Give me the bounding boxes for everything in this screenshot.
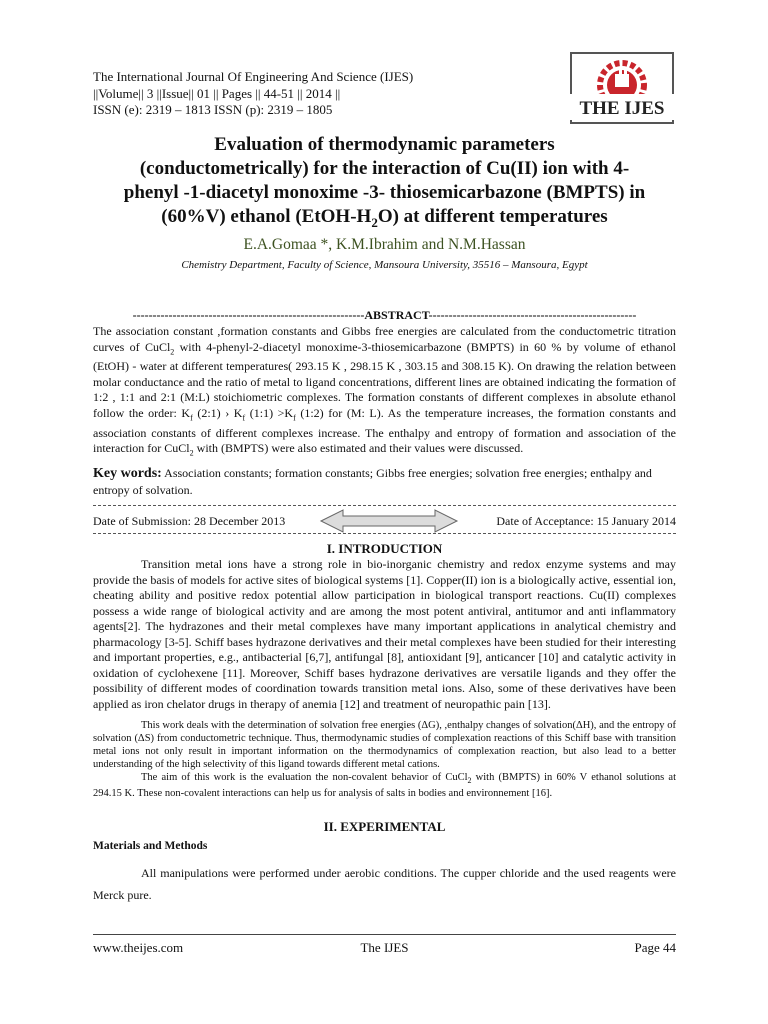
affiliation: Chemistry Department, Faculty of Science, Mansoura University, 35516 – Mansoura, Egypt — [181, 259, 588, 271]
submission-date: Date of Submission: 28 December 2013 — [93, 514, 286, 528]
intro-text — [93, 557, 676, 800]
keywords-text: Association constants; formation constants; Gibbs free energies; solvation free energies; enthalpy and entropy of solvation. — [93, 466, 652, 497]
ijes-logo — [570, 52, 674, 124]
footer-divider — [93, 934, 676, 935]
double-arrow-icon — [319, 508, 459, 534]
section-introduction: I. INTRODUCTION — [326, 541, 443, 556]
journal-name: The International Journal Of Engineering And Science (IJES) — [93, 69, 414, 84]
footer-journal: The IJES — [360, 940, 409, 955]
journal-issn: ISSN (e): 2319 – 1813 ISSN (p): 2319 – 1805 — [93, 102, 333, 117]
divider-bottom — [93, 533, 676, 534]
divider-top — [93, 505, 676, 506]
materials-heading: Materials and Methods — [93, 840, 208, 852]
abstract-heading: ----------------------------------------------------------ABSTRACT---------------------------------------------------- — [132, 308, 637, 322]
footer-page-number: Page 44 — [634, 940, 676, 955]
keywords — [93, 465, 676, 498]
materials-text — [93, 862, 676, 906]
keywords-label: Key words: — [93, 466, 162, 481]
intro-paragraph-1: Transition metal ions have a strong role in bio-inorganic chemistry and redox enzyme systems and may provide the basis of models for active sites of biological systems [1]. Copper(II) ion is a biologically active, essential ion, cheating ability and positive redox potential allow participation in biological transport reactions. Cu(II) complexes possess a wide range of biological activity and are among the most potent antiviral, antitumor and anti inflammatory agents[2]. The hydrazones and their metal complexes have many important applications in analytical chemistry and pharmacology [3-5]. Schiff bases hydrazone derivatives and their metal complexes have been studied for their interesting and important properties, e.g., antibacterial [6,7], antifungal [8], antioxidant [9], anticancer [10] and catalytic activity in oxidation of cyclohexene [11]. Moreover, Schiff bases hydrazone derivatives are versatile ligands and they offer the possibility of different modes of coordination towards transition metal ions. Also, some of these derivatives have been applied as iron chelator drugs in therapy of anemia [12] and treatment of neuropathic pain [13]. — [93, 557, 676, 711]
author-list: E.A.Gomaa *, K.M.Ibrahim and N.M.Hassan — [243, 236, 526, 253]
journal-header — [93, 69, 413, 119]
paper-title: Evaluation of thermodynamic parameters (conductometrically) for the interaction of Cu(II) ion with 4- phenyl -1-diacetyl monoxime -3- thiosemicarbazone (BMPTS) in (60%V) ethanol $(EtOH-H_2O)$ at different temperatures — [93, 133, 676, 235]
intro-paragraph-3: The aim of this work is the evaluation the non-covalent behavior of CuCl$_2$ with (BMPTS) in 60% V ethanol solutions at 294.15 K. These non-covalent interactions can help us for analysis of salts in bodies and environnement [16]. — [93, 772, 676, 800]
footer-website: www.theijes.com — [93, 940, 184, 955]
intro-paragraph-2: This work deals with the determination of solvation free energies (ΔG), ,enthalpy changes of solvation(ΔH), and the entropy of solvation (ΔS) from conductometric technique. Thus, thermodynamic studies of complexation reactions of this Schiff base with transition metal ions not only result in important information on the thermodynamics of complexation reaction, but also lead to a better understanding of the high selectivity of this ligand towards different metal cations. — [93, 720, 676, 770]
acceptance-date: Date of Acceptance: 15 January 2014 — [496, 514, 676, 528]
abstract-body: The association constant ,formation constants and Gibbs free energies are calculated from the conductometric titration curves of CuCl$_2$ with 4-phenyl-2-diacetyl monoxime-3-thiosemicarbazone (BMPTS) in 60 % by volume of ethanol (EtOH) - water at different temperatures( 293.15 K , 298.15 K , 303.15 and 308.15 K). On drawing the relation between molar conductance and the ratio of metal to ligand concentrations, different lines are obtained indicating the formation of 1:2 , 1:1 and 2:1 (M:L) stoichiometric complexes. The formation constants of different complexes in absolute ethanol follow the order: $K_f$ (2:1) › $K_f$ (1:1) $>K_f$ (1:2) for (M: L). As the temperature increases, the formation constants and association constants of different complexes increase. The enthalpy and entropy of formation and association of the interaction for CuCl$_2$ with (BMPTS) were also estimated and their values were discussed. — [93, 324, 677, 458]
section-experimental: II. EXPERIMENTAL — [323, 819, 446, 834]
materials-paragraph: All manipulations were performed under aerobic conditions. The cupper chloride and the used reagents were Merck pure. — [93, 866, 676, 902]
journal-volume: ||Volume|| 3 ||Issue|| 01 || Pages || 44-51 || 2014 || — [93, 85, 341, 101]
logo-text: THE IJES — [579, 98, 665, 119]
dates-row — [93, 512, 676, 532]
title-line-4: (60%V) ethanol $(EtOH-H_2O)$ at different temperatures — [161, 206, 608, 230]
